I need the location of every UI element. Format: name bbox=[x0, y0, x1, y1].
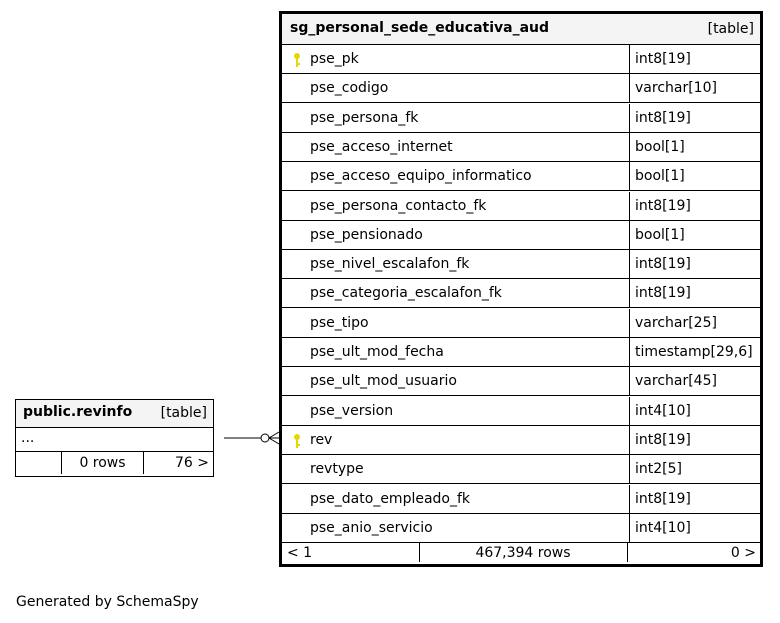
prev-page-link[interactable]: < 1 bbox=[287, 545, 313, 561]
column-divider bbox=[629, 397, 630, 425]
table-row[interactable] bbox=[282, 279, 760, 308]
column-name: pse_persona_contacto_fk bbox=[310, 197, 487, 214]
column-type: int8[19] bbox=[635, 197, 691, 214]
table-row[interactable] bbox=[282, 338, 760, 367]
table-row[interactable] bbox=[282, 426, 760, 455]
column-type: bool[1] bbox=[635, 226, 685, 243]
table-row[interactable] bbox=[282, 455, 760, 484]
column-divider bbox=[629, 162, 630, 190]
column-name: pse_anio_servicio bbox=[310, 519, 433, 536]
generator-credit: Generated by SchemaSpy bbox=[16, 594, 199, 610]
column-divider bbox=[629, 104, 630, 132]
column-type: bool[1] bbox=[635, 168, 685, 185]
column-name: pse_ult_mod_fecha bbox=[310, 344, 444, 360]
column-type: varchar[10] bbox=[635, 80, 717, 97]
revinfo-table-kind: [table] bbox=[160, 405, 207, 421]
column-divider bbox=[629, 455, 630, 483]
footer-divider bbox=[143, 452, 144, 474]
column-divider bbox=[629, 45, 630, 73]
column-type: bool[1] bbox=[635, 138, 685, 155]
table-row[interactable] bbox=[282, 514, 760, 543]
column-type: int8[19] bbox=[635, 109, 691, 126]
columns-ellipsis: ... bbox=[21, 430, 35, 446]
key-icon bbox=[291, 433, 303, 449]
column-name: pse_categoria_escalafon_fk bbox=[310, 285, 502, 302]
column-name: pse_acceso_internet bbox=[310, 138, 453, 155]
column-divider bbox=[629, 485, 630, 513]
column-name: pse_tipo bbox=[310, 314, 369, 331]
column-type: int8[19] bbox=[635, 51, 691, 67]
column-type: varchar[45] bbox=[635, 373, 717, 390]
column-divider bbox=[629, 192, 630, 220]
revinfo-table[interactable] bbox=[15, 399, 214, 477]
column-divider bbox=[629, 221, 630, 249]
column-name: pse_acceso_equipo_informatico bbox=[310, 168, 532, 185]
column-name: pse_version bbox=[310, 402, 394, 419]
column-name: pse_codigo bbox=[310, 80, 389, 97]
table-row[interactable] bbox=[282, 104, 760, 133]
column-name: pse_pensionado bbox=[310, 226, 423, 243]
column-name: pse_nivel_escalafon_fk bbox=[310, 256, 470, 273]
revinfo-next-link[interactable]: 76 > bbox=[175, 455, 209, 471]
column-divider bbox=[629, 338, 630, 366]
table-row[interactable] bbox=[282, 309, 760, 338]
column-name: pse_persona_fk bbox=[310, 109, 419, 126]
column-divider bbox=[629, 514, 630, 542]
column-name: rev bbox=[310, 431, 333, 448]
main-table[interactable] bbox=[279, 11, 763, 567]
column-divider bbox=[629, 309, 630, 337]
column-type: varchar[25] bbox=[635, 314, 717, 331]
revinfo-table-footer bbox=[16, 452, 213, 476]
key-icon bbox=[291, 52, 303, 68]
revinfo-table-title: public.revinfo bbox=[23, 404, 133, 420]
column-divider bbox=[629, 133, 630, 161]
column-type: int2[5] bbox=[635, 461, 682, 478]
main-table-footer bbox=[282, 542, 760, 564]
table-row[interactable] bbox=[282, 397, 760, 426]
table-row[interactable] bbox=[282, 162, 760, 191]
column-type: int8[19] bbox=[635, 431, 691, 448]
column-type: int8[19] bbox=[635, 490, 691, 507]
column-divider bbox=[629, 279, 630, 307]
main-table-kind: [table] bbox=[707, 21, 754, 37]
column-divider bbox=[629, 426, 630, 454]
column-divider bbox=[629, 250, 630, 278]
column-type: int4[10] bbox=[635, 402, 691, 419]
column-divider bbox=[629, 367, 630, 395]
column-type: int4[10] bbox=[635, 519, 691, 536]
table-row[interactable] bbox=[282, 133, 760, 162]
footer-divider bbox=[627, 542, 628, 562]
column-type: int8[19] bbox=[635, 256, 691, 273]
row-count: 467,394 rows bbox=[475, 545, 571, 561]
revinfo-table-header bbox=[16, 400, 213, 428]
revinfo-table-body bbox=[16, 428, 213, 452]
table-row[interactable] bbox=[282, 74, 760, 103]
column-name: pse_dato_empleado_fk bbox=[310, 490, 471, 507]
main-table-header bbox=[282, 14, 760, 45]
column-type: int8[19] bbox=[635, 285, 691, 302]
table-row[interactable] bbox=[282, 192, 760, 221]
table-row[interactable] bbox=[282, 485, 760, 514]
next-page-link[interactable]: 0 > bbox=[730, 545, 756, 561]
table-row[interactable] bbox=[282, 221, 760, 250]
table-row[interactable] bbox=[282, 45, 760, 74]
column-type: timestamp[29,6] bbox=[635, 344, 753, 360]
revinfo-row-count: 0 rows bbox=[79, 455, 126, 471]
column-name: pse_pk bbox=[310, 51, 359, 67]
table-row[interactable] bbox=[282, 250, 760, 279]
main-table-title: sg_personal_sede_educativa_aud bbox=[290, 20, 550, 36]
column-name: pse_ult_mod_usuario bbox=[310, 373, 457, 390]
column-name: revtype bbox=[310, 461, 364, 478]
table-row[interactable] bbox=[282, 367, 760, 396]
column-divider bbox=[629, 74, 630, 102]
